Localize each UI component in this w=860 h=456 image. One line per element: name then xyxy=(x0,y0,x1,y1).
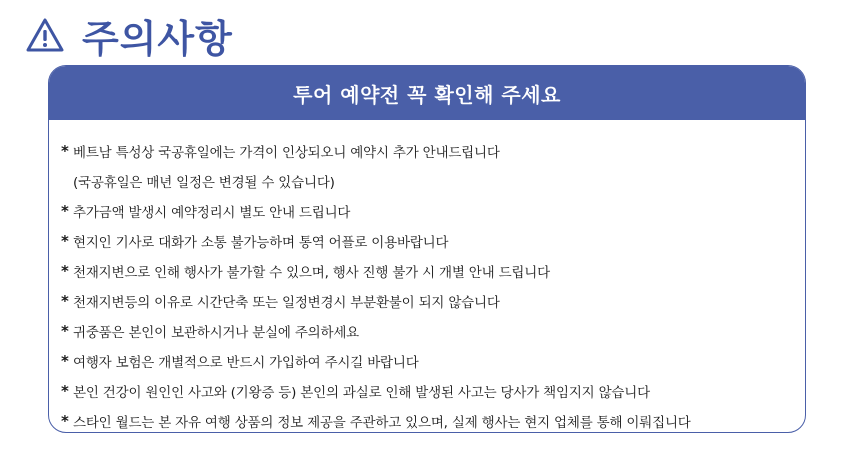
notice-text: 현지인 기사로 대화가 소통 불가능하며 통역 어플로 이용바랍니다 xyxy=(73,235,449,251)
notice-item xyxy=(61,196,797,226)
bullet-asterisk: * xyxy=(61,352,69,370)
notice-text: 천재지변등의 이유로 시간단축 또는 일정변경시 부분환불이 되지 않습니다 xyxy=(73,295,500,311)
notice-item xyxy=(61,376,797,406)
notice-list xyxy=(61,136,797,433)
bullet-asterisk: * xyxy=(61,322,69,340)
page-title: 주의사항 xyxy=(82,16,233,61)
notice-text: 추가금액 발생시 예약정리시 별도 안내 드립니다 xyxy=(73,205,351,221)
notice-item xyxy=(61,346,797,376)
bullet-asterisk: * xyxy=(61,292,69,310)
notice-item xyxy=(61,316,797,346)
notice-card xyxy=(48,65,806,433)
notice-heading xyxy=(26,10,233,60)
notice-item xyxy=(61,256,797,286)
notice-item xyxy=(61,226,797,256)
notice-item xyxy=(61,286,797,316)
bullet-asterisk: * xyxy=(61,202,69,220)
notice-item xyxy=(61,406,797,433)
notice-text: 여행자 보험은 개별적으로 반드시 가입하여 주시길 바랍니다 xyxy=(73,355,419,371)
bullet-asterisk: * xyxy=(61,412,69,430)
notice-text: (국공휴일은 매년 일정은 변경될 수 있습니다) xyxy=(73,175,335,191)
notice-text: 스타인 월드는 본 자유 여행 상품의 정보 제공을 주관하고 있으며, 실제 행사는 현지 업체를 통해 이뤄집니다 xyxy=(73,415,691,431)
notice-text: 천재지변으로 인해 행사가 불가할 수 있으며, 행사 진행 불가 시 개별 안내 드립니다 xyxy=(73,265,550,281)
notice-banner xyxy=(49,66,805,120)
bullet-asterisk: * xyxy=(61,262,69,280)
notice-item xyxy=(61,136,797,166)
notice-subitem xyxy=(61,166,797,196)
banner-title: 투어 예약전 꼭 확인해 주세요 xyxy=(293,82,561,107)
bullet-asterisk: * xyxy=(61,142,69,160)
notice-text: 본인 건강이 원인인 사고와 (기왕증 등) 본인의 과실로 인해 발생된 사고는 당사가 책임지지 않습니다 xyxy=(73,385,650,401)
bullet-asterisk: * xyxy=(61,382,69,400)
warning-triangle-icon xyxy=(26,17,64,53)
notice-text: 귀중품은 본인이 보관하시거나 분실에 주의하세요 xyxy=(73,325,360,341)
bullet-asterisk: * xyxy=(61,232,69,250)
notice-text: 베트남 특성상 국공휴일에는 가격이 인상되오니 예약시 추가 안내드립니다 xyxy=(73,145,500,161)
